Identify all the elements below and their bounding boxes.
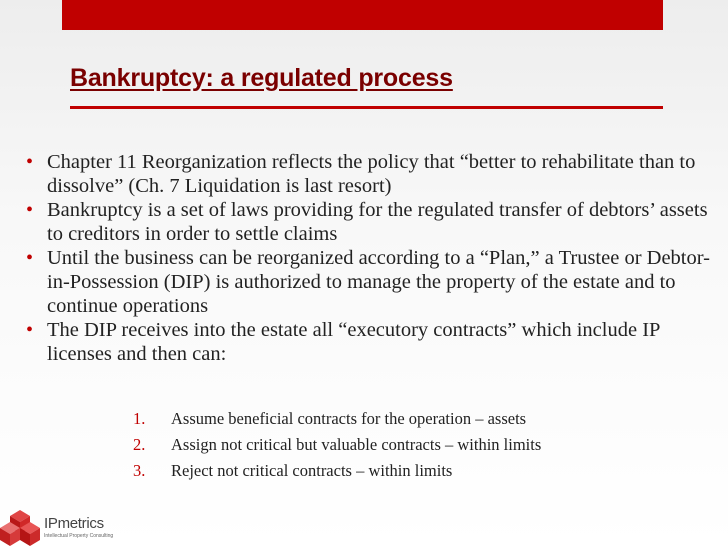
item-number: 1.	[133, 409, 146, 428]
bullet-icon: •	[26, 247, 34, 269]
bullet-text: Until the business can be reorganized according to a “Plan,” a Trustee or Debtor-in-Possession (DIP) is authorized to manage the property of the estate and to continue operations	[47, 247, 710, 317]
logo-name: IPmetrics	[44, 515, 104, 532]
bullet-item	[26, 318, 716, 366]
item-number: 2.	[133, 435, 146, 454]
item-text: Assign not critical but valuable contracts – within limits	[171, 435, 542, 454]
numbered-item	[133, 458, 541, 484]
bullet-icon: •	[26, 199, 34, 221]
company-logo	[0, 510, 114, 546]
bullet-text: The DIP receives into the estate all “executory contracts” which include IP licenses and then can:	[47, 319, 660, 365]
logo-tagline: Intellectual Property Consulting	[44, 533, 114, 539]
numbered-item	[133, 432, 541, 458]
bullet-item	[26, 246, 716, 318]
slide-title: Bankruptcy: a regulated process	[70, 64, 453, 92]
item-number: 3.	[133, 461, 146, 480]
item-text: Assume beneficial contracts for the operation – assets	[171, 409, 527, 428]
numbered-item	[133, 406, 541, 432]
bullet-icon: •	[26, 151, 34, 173]
bullet-text: Chapter 11 Reorganization reflects the policy that “better to rehabilitate than to dissolve” (Ch. 7 Liquidation is last resort)	[47, 151, 696, 197]
bullet-text: Bankruptcy is a set of laws providing for the regulated transfer of debtors’ assets to creditors in order to settle claims	[47, 199, 708, 245]
title-divider	[70, 106, 663, 109]
item-text: Reject not critical contracts – within limits	[171, 461, 453, 480]
numbered-list	[133, 406, 541, 484]
bullet-item	[26, 150, 716, 198]
logo-icon	[0, 510, 42, 546]
bullet-list	[26, 150, 716, 366]
bullet-icon: •	[26, 319, 34, 341]
bullet-item	[26, 198, 716, 246]
header-bar	[62, 0, 663, 30]
